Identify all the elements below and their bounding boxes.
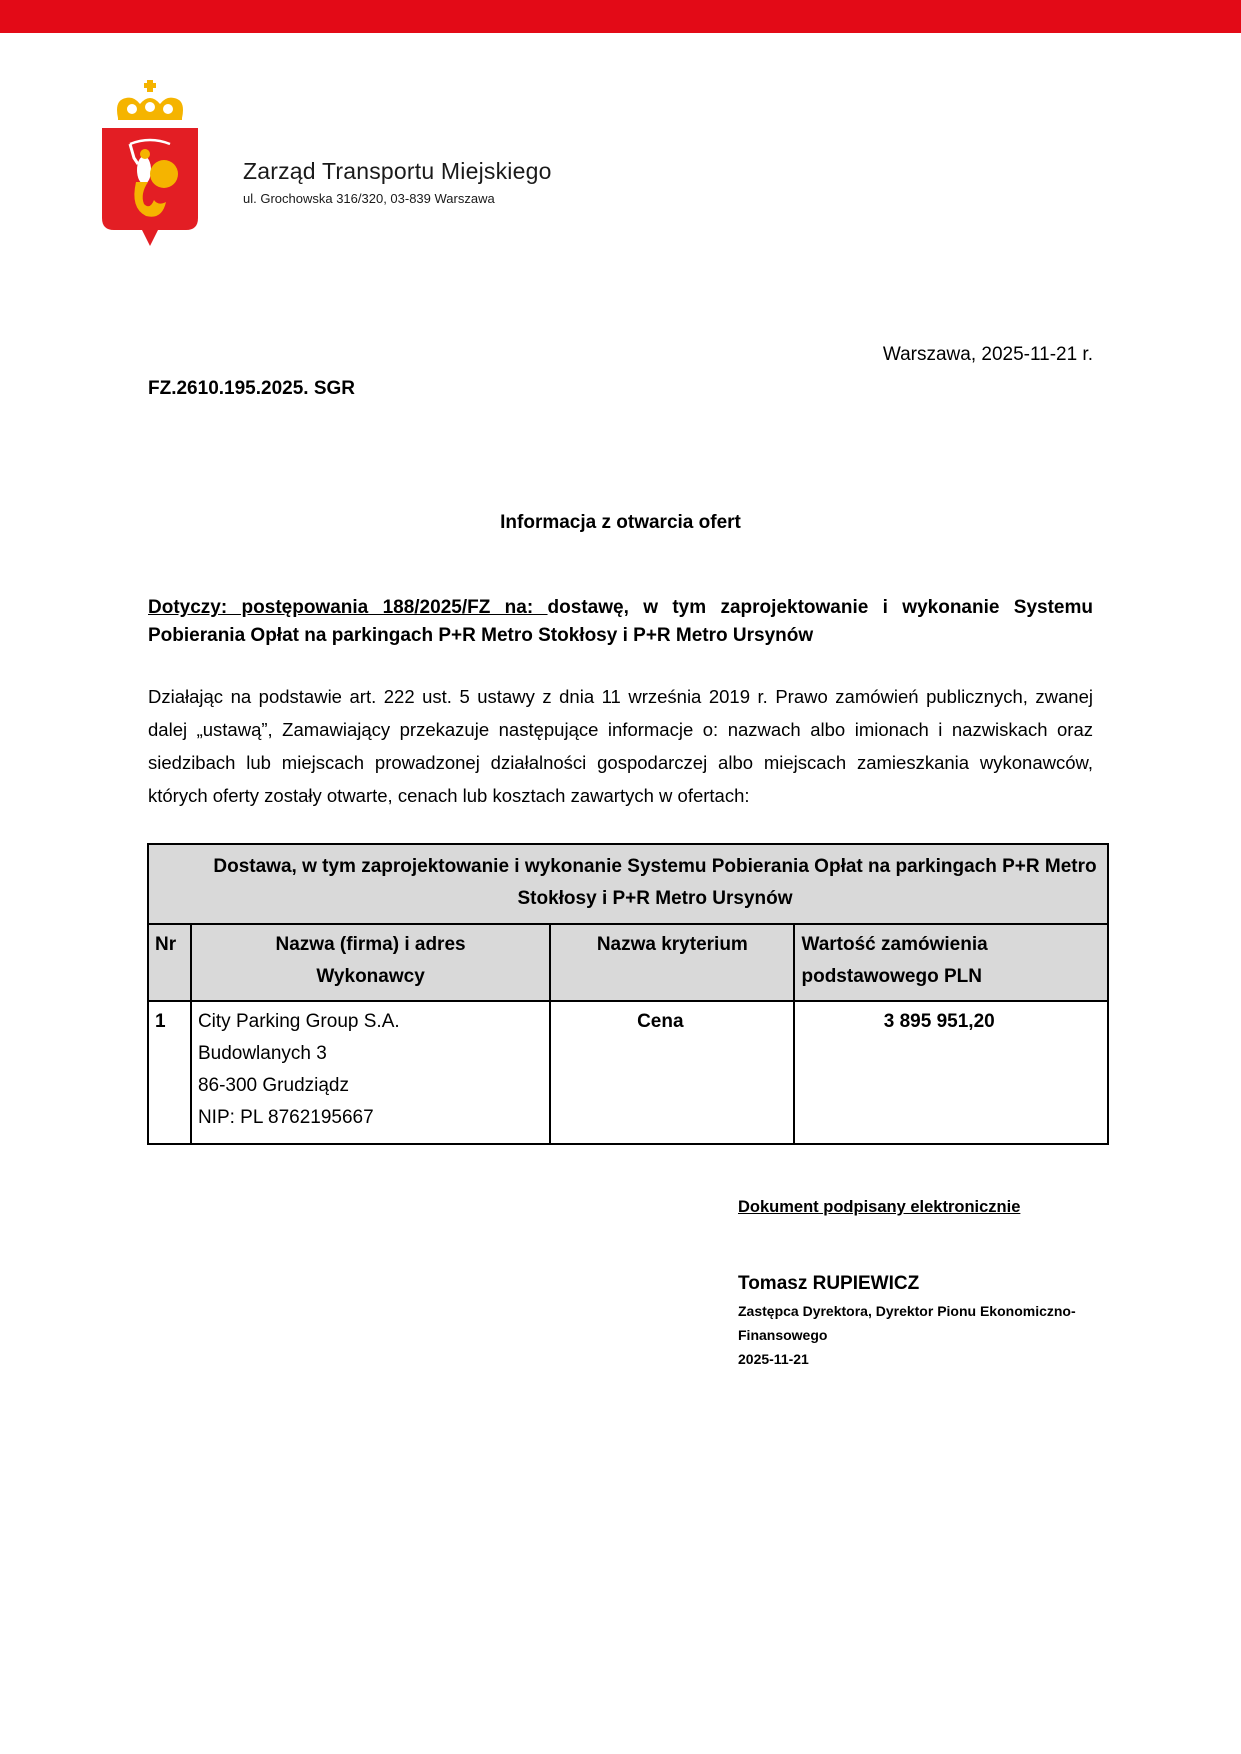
signatory-name: Tomasz RUPIEWICZ bbox=[738, 1273, 920, 1294]
org-address: ul. Grochowska 316/320, 03-839 Warszawa bbox=[243, 191, 495, 206]
column-header-contractor: Nazwa (firma) i adres Wykonawcy bbox=[191, 924, 550, 1001]
row-nr: 1 bbox=[148, 1001, 191, 1144]
top-brand-bar bbox=[0, 0, 1241, 33]
offers-table bbox=[147, 843, 1109, 1145]
table-row bbox=[148, 1001, 1108, 1144]
signature-date: 2025-11-21 bbox=[738, 1351, 809, 1367]
subject-text: dostawę, w tym zaprojektowanie i wykonanie Systemu Pobierania Opłat na parkingach P+R Metro Stokłosy i P+R Metro Ursynów bbox=[148, 597, 1094, 646]
column-header-value: Wartość zamówienia podstawowego PLN bbox=[794, 924, 1108, 1001]
contractor-name: City Parking Group S.A. bbox=[197, 1011, 400, 1032]
contractor-nip: NIP: PL 8762195667 bbox=[197, 1107, 374, 1128]
row-criterion: Cena bbox=[550, 1001, 794, 1144]
table-title: Dostawa, w tym zaprojektowanie i wykonanie Systemu Pobierania Opłat na parkingach P+R Metro Stokłosy i P+R Metro Ursynów bbox=[148, 844, 1108, 924]
contractor-street: Budowlanych 3 bbox=[197, 1043, 327, 1064]
subject-paragraph bbox=[148, 594, 1093, 650]
signatory-role-line1: Zastępca Dyrektora, Dyrektor Pionu Ekonomiczno- bbox=[738, 1303, 1076, 1319]
column-header-criterion: Nazwa kryterium bbox=[550, 924, 794, 1001]
org-name: Zarząd Transportu Miejskiego bbox=[243, 158, 552, 184]
intro-paragraph: Działając na podstawie art. 222 ust. 5 ustawy z dnia 11 września 2019 r. Prawo zamówień publicznych, zwanej dalej „ustawą”, Zamawiający przekazuje następujące informacje o: nazwach albo imionach i nazwiskach oraz siedzibach lub miejscach prowadzonej działalności gospodarczej albo miejscach zamieszkania wykonawców, których oferty zostały otwarte, cenach lub kosztach zawartych w ofertach: bbox=[148, 686, 1093, 806]
signature-note: Dokument podpisany elektronicznie bbox=[738, 1198, 1021, 1216]
document-title: Informacja z otwarcia ofert bbox=[500, 512, 741, 533]
reference-number: FZ.2610.195.2025. SGR bbox=[148, 378, 356, 399]
table-title-row bbox=[148, 844, 1108, 924]
row-value: 3 895 951,20 bbox=[794, 1001, 1108, 1144]
document-date: Warszawa, 2025-11-21 r. bbox=[882, 344, 1093, 365]
column-header-nr: Nr bbox=[148, 924, 191, 1001]
signatory-role-line2: Finansowego bbox=[738, 1327, 828, 1343]
signature-block bbox=[738, 1198, 1098, 1371]
signatory-role bbox=[738, 1299, 1098, 1371]
row-contractor bbox=[191, 1001, 550, 1144]
warsaw-coat-of-arms-icon bbox=[100, 78, 200, 248]
contractor-city: 86-300 Grudziądz bbox=[197, 1075, 349, 1096]
subject-label: Dotyczy: postępowania 188/2025/FZ na: bbox=[148, 597, 548, 618]
table-header-row bbox=[148, 924, 1108, 1001]
